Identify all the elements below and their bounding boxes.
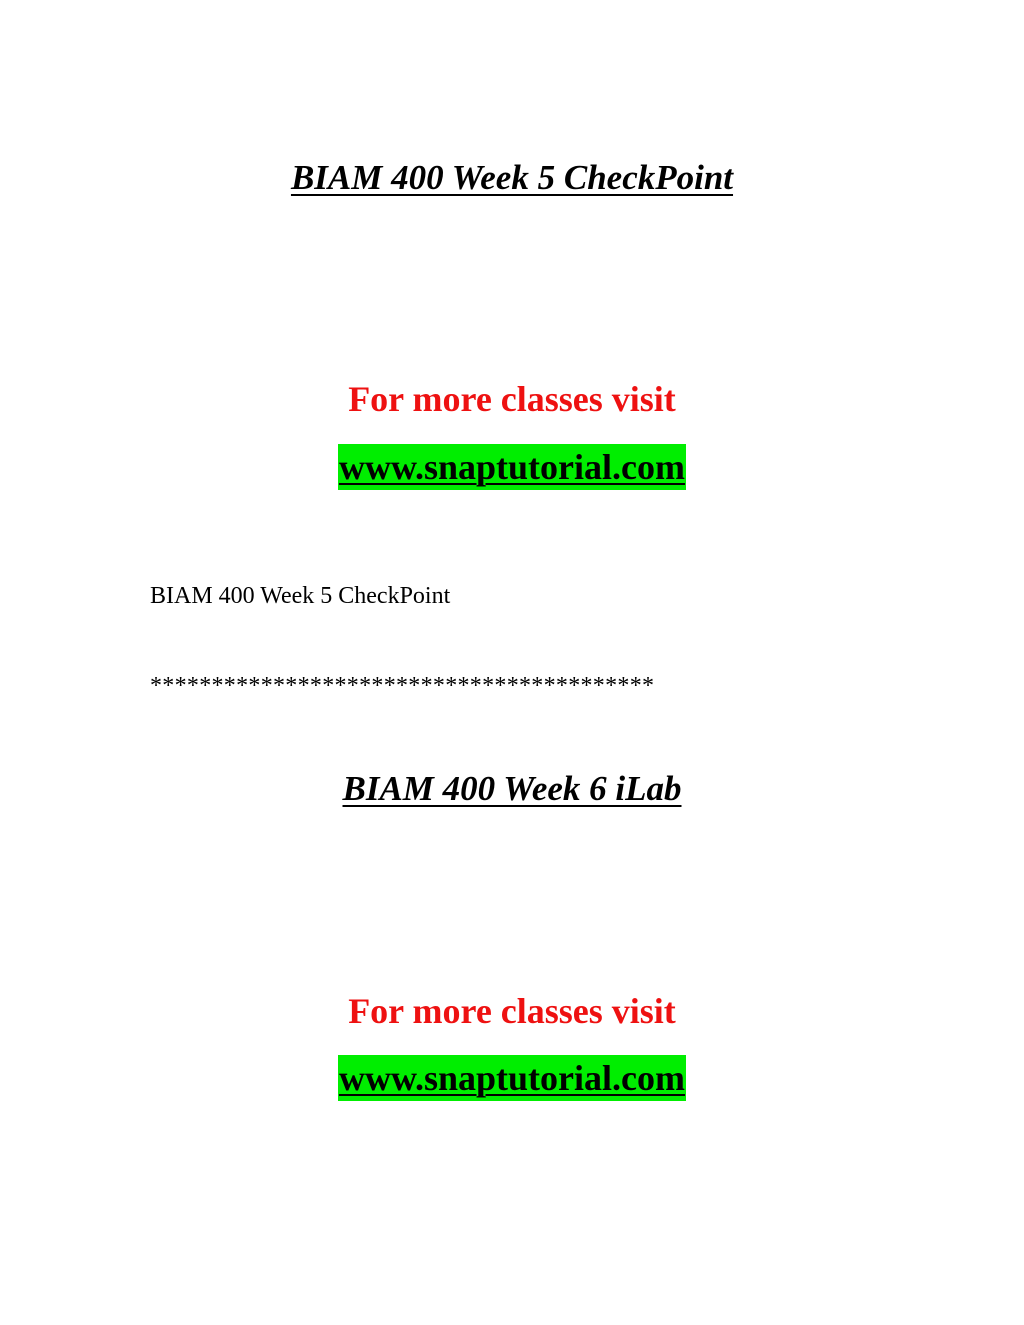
section-1-link-wrap <box>0 444 1024 490</box>
section-2-promo-text: For more classes visit <box>348 991 676 1031</box>
section-2-link-wrap <box>0 1055 1024 1101</box>
section-2-heading: BIAM 400 Week 6 iLab <box>342 769 682 808</box>
section-2-website-link[interactable]: www.snaptutorial.com <box>338 1055 686 1101</box>
separator-line: ***************************************** <box>150 673 655 699</box>
section-1-promo-text: For more classes visit <box>348 379 676 419</box>
section-1-website-link[interactable]: www.snaptutorial.com <box>338 444 686 490</box>
body-text: BIAM 400 Week 5 CheckPoint <box>150 583 451 609</box>
section-1-heading: BIAM 400 Week 5 CheckPoint <box>290 158 734 197</box>
